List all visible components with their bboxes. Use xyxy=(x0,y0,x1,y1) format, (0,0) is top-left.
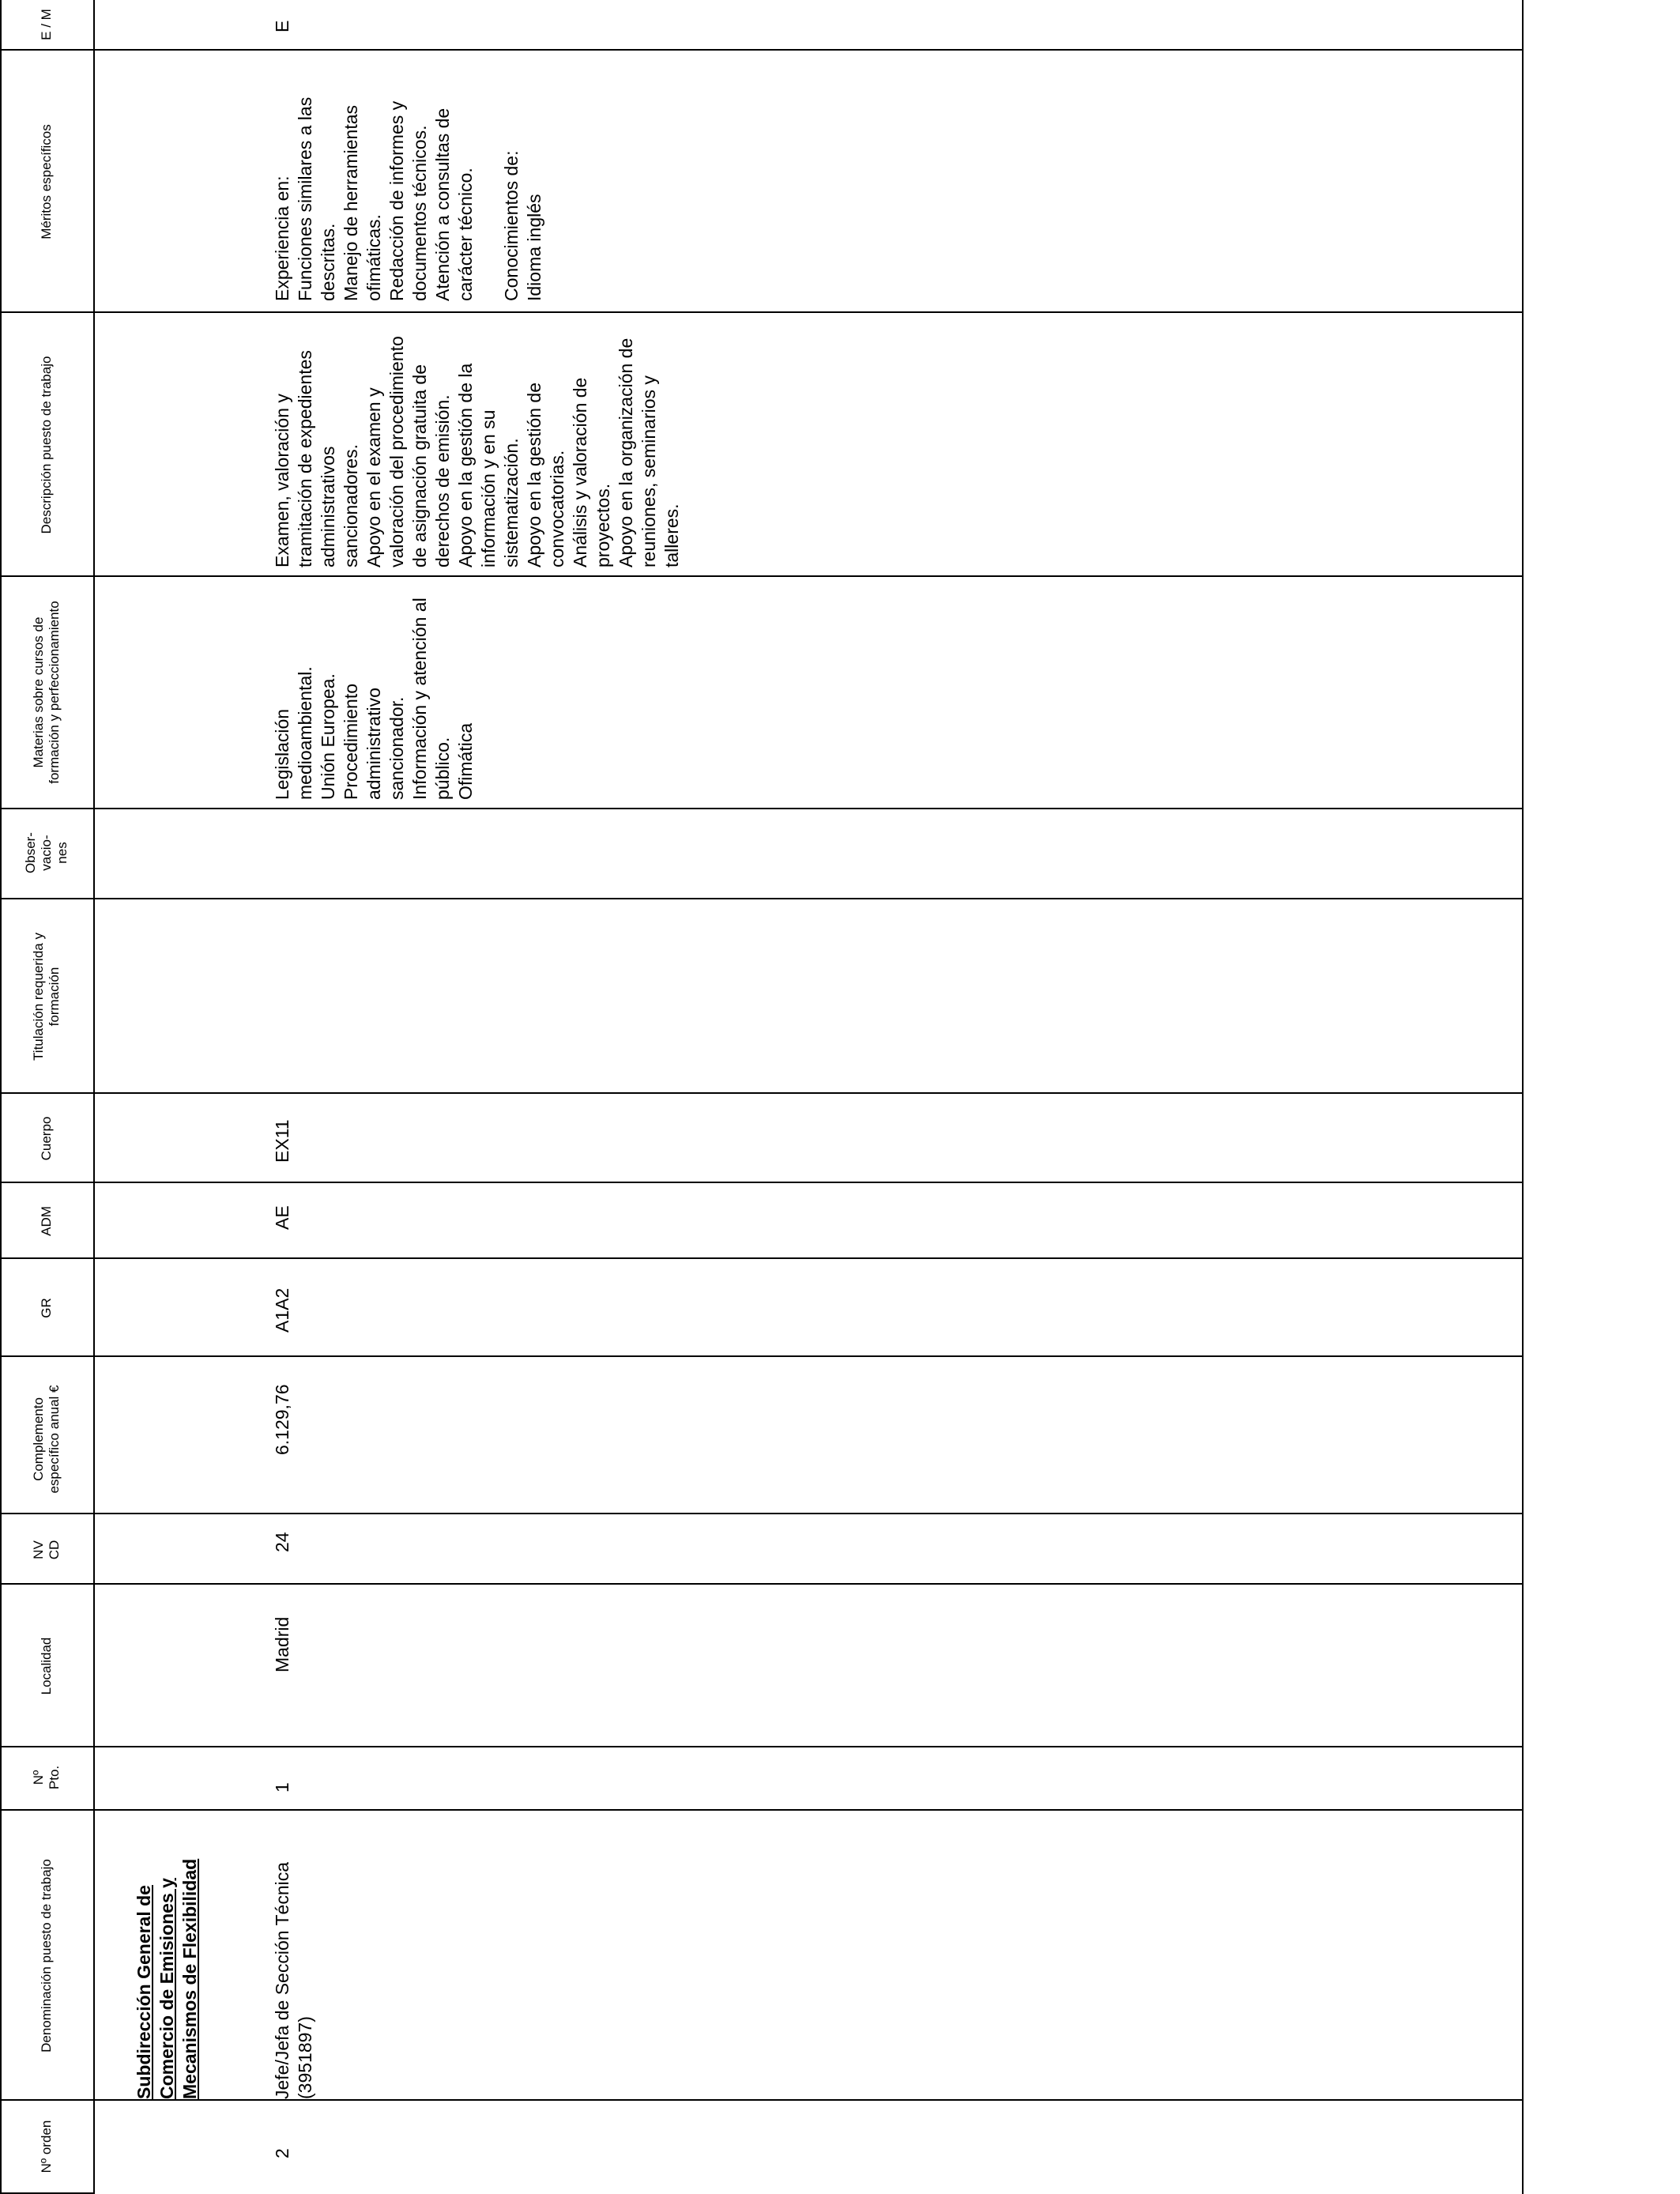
header-cuerpo: Cuerpo xyxy=(39,1116,54,1161)
col-rule-12 xyxy=(0,575,1522,577)
cell-nv-cd: 24 xyxy=(272,1532,292,1552)
materia-item: Procedimiento administrativo sancionador. xyxy=(341,683,407,800)
cell-complemento: 6.129,76 xyxy=(272,1384,292,1455)
descripcion-item: Apoyo en la gestión de la información y en su sistematización. xyxy=(455,363,522,567)
rule-right xyxy=(1522,0,1524,2194)
cell-meritos xyxy=(271,64,546,301)
header-adm: ADM xyxy=(39,1206,54,1236)
cell-denominacion: Jefe/Jefa de Sección Técnica (3951897) xyxy=(272,1861,315,2099)
col-rule-13 xyxy=(0,311,1522,313)
descripcion-item: Examen, valoración y tramitación de expedientes administrativos sancionadores. xyxy=(272,350,361,567)
cell-n-orden: 2 xyxy=(272,2148,292,2158)
header-gr: GR xyxy=(39,1298,54,1318)
col-rule-6 xyxy=(0,1355,1522,1357)
meritos-gap xyxy=(477,64,500,301)
header-localidad-cell: Localidad xyxy=(39,1637,54,1695)
descripcion-item: Apoyo en la organización de reuniones, seminarios y talleres. xyxy=(616,337,682,567)
col-rule-14 xyxy=(0,49,1522,51)
cell-materias xyxy=(271,586,477,800)
header-denominacion: Denominación puesto de trabajo xyxy=(39,1859,54,2053)
meritos-con-item: Idioma inglés xyxy=(524,194,544,301)
col-rule-2 xyxy=(0,1809,1522,1811)
col-rule-9 xyxy=(0,1092,1522,1094)
header-materias: Materias sobre cursos de formación y perfeccionamiento xyxy=(31,601,62,784)
col-rule-11 xyxy=(0,808,1522,809)
descripcion-item: Apoyo en la gestión de convocatorias. xyxy=(524,382,567,567)
col-rule-5 xyxy=(0,1513,1522,1514)
col-rule-1 xyxy=(0,2099,1522,2101)
col-rule-7 xyxy=(0,1257,1522,1259)
meritos-exp-item: Funciones similares a las descritas. xyxy=(295,96,338,301)
cell-adm: AE xyxy=(272,1205,292,1230)
cell-gr: A1A2 xyxy=(272,1287,292,1333)
materia-item: Ofimática xyxy=(455,722,476,800)
cell-descripcion xyxy=(271,330,684,567)
unit-heading: Subdirección General de Comercio de Emisiones y Mecanismos de Flexibilidad xyxy=(134,1858,200,2099)
col-rule-3 xyxy=(0,1746,1522,1747)
col-rule-4 xyxy=(0,1583,1522,1585)
cell-em: E xyxy=(272,20,292,32)
col-rule-10 xyxy=(0,898,1522,899)
materia-item: Legislación medioambiental. xyxy=(272,666,315,800)
rule-header-bottom xyxy=(93,0,95,2194)
header-n-pto: Nº Pto. xyxy=(31,1765,62,1790)
cell-cuerpo: EX11 xyxy=(272,1119,292,1163)
meritos-exp-item: Manejo de herramientas ofimáticas. xyxy=(341,104,384,301)
descripcion-item: Apoyo en el examen y valoración del procedimiento de asignación gratuita de derechos de emisión. xyxy=(363,336,453,567)
cell-n-pto: 1 xyxy=(272,1782,292,1793)
header-descripcion: Descripción puesto de trabajo xyxy=(39,356,54,534)
materia-item: Información y atención al público. xyxy=(409,598,453,800)
header-complemento: Complemento específico anual € xyxy=(31,1385,62,1494)
meritos-exp-item: Redacción de informes y documentos técnicos. xyxy=(386,100,430,301)
header-titulacion: Titulación requerida y formación xyxy=(31,933,62,1061)
header-n-orden: Nº orden xyxy=(39,2120,54,2173)
materia-item: Unión Europea. xyxy=(318,673,338,800)
header-observaciones: Obser-vacio-nes xyxy=(23,832,70,873)
meritos-con-title: Conocimientos de: xyxy=(501,150,522,301)
header-em: E / M xyxy=(39,9,54,40)
meritos-exp-title: Experiencia en: xyxy=(272,175,292,301)
header-meritos: Méritos específicos xyxy=(39,124,54,239)
header-nv-cd: NV CD xyxy=(31,1540,62,1560)
col-rule-8 xyxy=(0,1182,1522,1183)
descripcion-item: Análisis y valoración de proyectos. xyxy=(570,377,613,567)
meritos-exp-item: Atención a consultas de carácter técnico. xyxy=(432,107,476,301)
cell-localidad: Madrid xyxy=(272,1616,292,1672)
